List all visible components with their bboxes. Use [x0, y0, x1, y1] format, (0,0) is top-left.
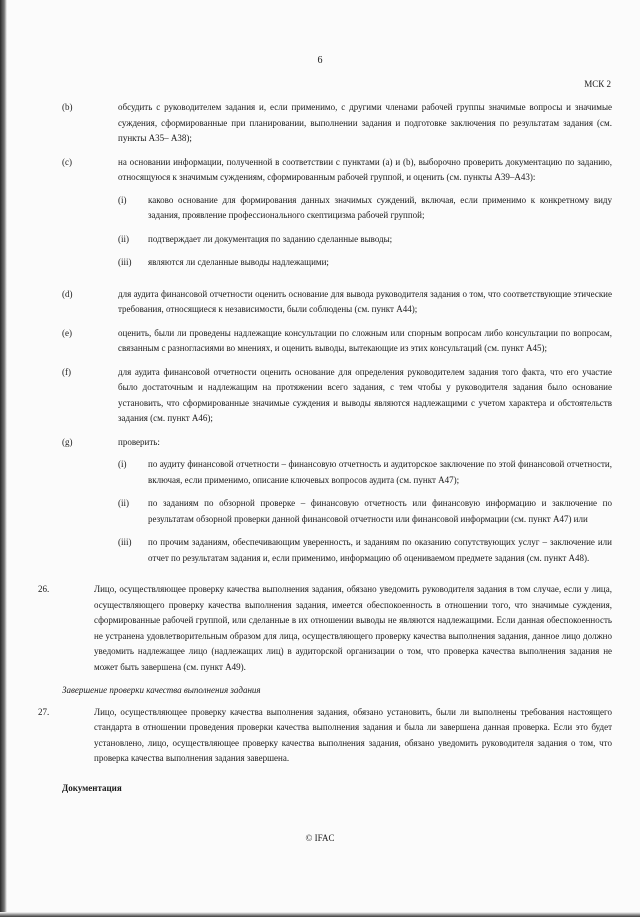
sub-list-item-text: по заданиям по обзорной проверке – финансовую отчетность или финансовую информацию и заключение по результатам обзорной проверки данной финансовой отчетности или финансовой информации (см. пункт А47) или: [148, 498, 612, 524]
list-item-body: [118, 287, 612, 318]
sub-list-item: [118, 232, 612, 248]
scan-edge-left: [0, 0, 7, 917]
paragraph-text: Лицо, осуществляющее проверку качества выполнения задания, обязано уведомить руководителя задания в том случае, если у лица, осуществляющего проверку качества выполнения задания, имеется обеспокоенность в отношении того, что значимые суждения, сформированные рабочей группой, или сделанные в их отношении выводы не являются надлежащими. Если данная обеспокоенность не устранена удовлетворительным образом для лица, осуществляющего проверку качества выполнения задания, данное лицо должно уведомить надлежащее лицо (надлежащих лиц) в аудиторской организации о том, что проверка качества выполнения задания не может быть завершена (см. пункт А49).: [94, 584, 612, 672]
sub-list-item: [118, 457, 612, 488]
sub-list-item-label: (i): [118, 459, 127, 469]
list-item-text: проверить:: [118, 436, 160, 447]
paragraph-number: 26.: [38, 584, 50, 594]
sub-list-item-label: (i): [118, 194, 127, 205]
paragraph-26: [38, 582, 612, 675]
list-item: [62, 326, 612, 357]
list-item-text: оценить, были ли проведены надлежащие консультации по сложным или спорным вопросам либо консультации по вопросам, связанным с разногласиями во мнениях, и оценить выводы, вытекающие из этих консультаций (см. пункт А45);: [118, 327, 612, 353]
list-item-text: для аудита финансовой отчетности оценить основание для вывода руководителя задания о том, что соответствующие этические требования, относящиеся к независимости, были соблюдены (см. пункт А44);: [118, 288, 612, 314]
list-item-body: [118, 326, 612, 357]
document-code: МСК 2: [584, 79, 611, 89]
list-item-label: (g): [62, 436, 73, 447]
list-item-text: обсудить с руководителем задания и, если применимо, с другими членами рабочей группы значимые вопросы и значимые суждения, сформированные при планировании, выполнении задания и подготовке заключения по результатам задания (см. пункты А35– А38);: [118, 102, 612, 143]
paragraph-number: 27.: [38, 706, 50, 717]
paragraph-27: [38, 705, 612, 767]
page-footer: © IFAC: [305, 833, 335, 843]
list-item-label: (b): [62, 102, 73, 112]
list-item: [62, 365, 612, 427]
list-item-text: для аудита финансовой отчетности оценить основание для определения руководителем задания того факта, что его участие было достаточным и надлежащим на протяжении всего задания, с тем чтобы у руководителя задания было основание установить, что сформированные значимые суждения и выводы являются надлежащими с учетом характера и обстоятельств задания (см. пункт А46);: [118, 366, 612, 423]
list-item-label: (c): [62, 156, 72, 167]
sub-list-item-text: являются ли сделанные выводы надлежащими;: [148, 257, 329, 267]
requirements-list: [62, 100, 612, 574]
sub-list-item-label: (iii): [118, 257, 132, 267]
sub-list-item-text: подтверждает ли документация по заданию сделанные выводы;: [148, 233, 393, 244]
list-item-label: (d): [62, 288, 73, 299]
page-number: 6: [317, 55, 323, 66]
sub-list-item-text: по аудиту финансовой отчетности – финансовую отчетность и аудиторское заключение по этой финансовой отчетности, включая, если применимо, описание ключевых вопросов аудита (см. пункт А47);: [148, 459, 612, 485]
list-item-body: [118, 100, 612, 147]
sub-list-item-text: по прочим заданиям, обеспечивающим уверенность, и заданиям по оказанию сопутствующих услуг – заключение или отчет по результатам задания и, если применимо, информацию об оцениваемом предмете задания (см. пункт А48).: [148, 537, 612, 563]
sub-list: [118, 457, 612, 566]
list-item-body: [118, 365, 612, 427]
list-item-label: (f): [62, 366, 71, 377]
list-item: [62, 155, 612, 279]
list-item-label: (e): [62, 327, 72, 338]
sub-list-item-label: (iii): [118, 537, 132, 547]
list-item-body: [118, 435, 612, 575]
list-item: [62, 100, 612, 147]
sub-list-item-label: (ii): [118, 498, 129, 508]
list-item: [62, 435, 612, 575]
sub-list-item: [118, 496, 612, 527]
list-item-body: [118, 155, 612, 279]
paragraph-text: Лицо, осуществляющее проверку качества выполнения задания, обязано установить, были ли выполнены требования настоящего стандарта в отношении проведения проверки качества выполнения задания и была ли завершена данная проверка. Если это будет установлено, лицо, осуществляющее проверку качества выполнения задания, обязано уведомить руководителя задания о том, что проверка качества выполнения задания завершена.: [94, 706, 612, 763]
sub-list-item: [118, 193, 612, 224]
section-heading-completion: Завершение проверки качества выполнения задания: [62, 685, 261, 695]
scan-edge-bottom: [0, 912, 640, 917]
sub-list-item-text: каково основание для формирования данных значимых суждений, включая, если применимо к конкретному виду задания, проявление профессионального скептицизма рабочей группой;: [148, 194, 612, 220]
section-heading-documentation: Документация: [62, 782, 122, 793]
sub-list-item-label: (ii): [118, 233, 129, 244]
document-body: [38, 100, 612, 796]
sub-list-item: [118, 535, 612, 566]
sub-list: [118, 193, 612, 271]
sub-list-item: [118, 255, 612, 271]
list-item: [62, 287, 612, 318]
list-item-text: на основании информации, полученной в соответствии с пунктами (a) и (b), выборочно проверить документацию по заданию, относящуюся к значимым суждениям, сформированным рабочей группой, и оценить (см. пункты А39–А43):: [118, 156, 612, 182]
